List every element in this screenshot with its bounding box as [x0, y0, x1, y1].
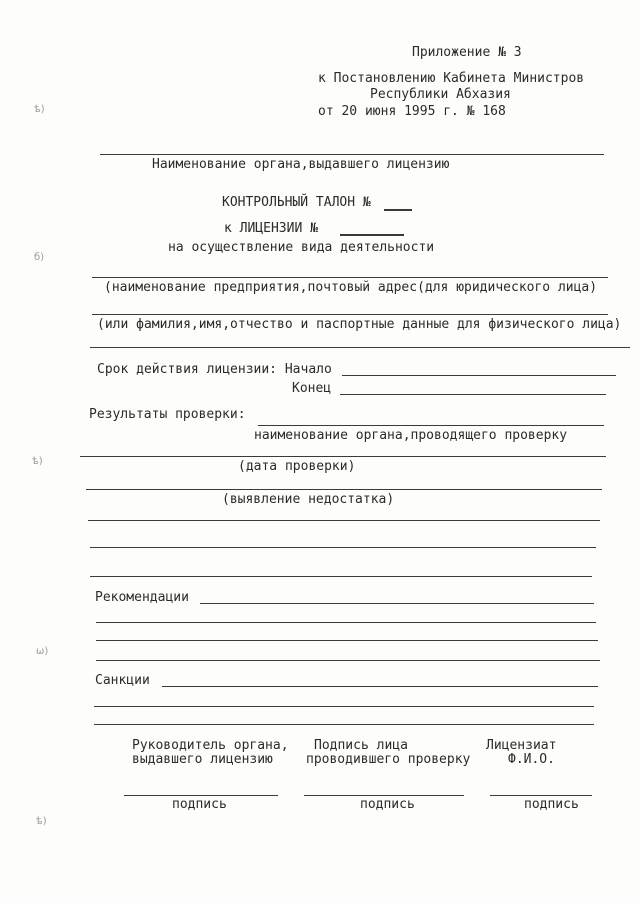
person-caption: (или фамилия,имя,отчество и паспортные данные для физического лица): [97, 317, 622, 332]
margin-mark-1: ѣ): [34, 104, 45, 115]
signature-caption-2: подпись: [360, 797, 415, 812]
sanctions-line-3: [94, 724, 594, 725]
appendix-number: Приложение № 3: [412, 45, 522, 60]
results-label: Результаты проверки:: [89, 407, 246, 422]
recommendations-line-1: [200, 603, 594, 604]
signature-line-2: [304, 795, 464, 796]
recommendations-line-3: [96, 640, 598, 641]
margin-mark-2: б): [34, 252, 45, 263]
person-bottom-line: [90, 347, 630, 348]
talon-number-field: [384, 209, 412, 211]
blank-line-3: [90, 576, 592, 577]
issuer-caption: Наименование органа,выдавшего лицензию: [152, 157, 450, 172]
recommendations-label: Рекомендации: [95, 590, 189, 605]
margin-mark-5: ѣ): [36, 816, 47, 827]
licensee-name-label: Ф.И.О.: [508, 752, 555, 767]
validity-start-field: [342, 375, 616, 376]
license-number-field: [340, 234, 404, 236]
signature-caption-1: подпись: [172, 797, 227, 812]
enterprise-line: [92, 277, 608, 278]
validity-label: Срок действия лицензии: Начало: [97, 362, 332, 377]
inspector-caption: наименование органа,проводящего проверку: [254, 428, 568, 443]
blank-line-2: [90, 547, 596, 548]
inspector-line: [258, 425, 604, 426]
form-title: КОНТРОЛЬНЫЙ ТАЛОН №: [222, 195, 371, 210]
activity-label: на осуществление вида деятельности: [168, 240, 435, 255]
licensee-label: Лицензиат: [486, 738, 557, 753]
blank-line-1: [88, 520, 600, 521]
head-of-issuer-label-2: выдавшего лицензию: [132, 752, 273, 767]
margin-mark-3: ѣ): [32, 456, 43, 467]
signature-line-1: [124, 795, 278, 796]
inspector-signature-label: Подпись лица: [314, 738, 408, 753]
date-caption: (дата проверки): [238, 459, 356, 474]
date-line: [80, 456, 606, 457]
recommendations-line-4: [96, 660, 600, 661]
defect-line: [86, 489, 602, 490]
resolution-reference: к Постановлению Кабинета Министров: [318, 71, 585, 86]
inspector-signature-label-2: проводившего проверку: [306, 752, 471, 767]
enterprise-caption: (наименование предприятия,почтовый адрес(для юридического лица): [104, 280, 598, 295]
signature-line-3: [490, 795, 592, 796]
recommendations-line-2: [96, 622, 596, 623]
issuer-line: [100, 154, 604, 155]
validity-end-field: [340, 394, 606, 395]
sanctions-line-1: [162, 686, 598, 687]
validity-end-label: Конец: [292, 381, 332, 396]
license-number-label: к ЛИЦЕНЗИИ №: [224, 221, 318, 236]
person-line: [92, 314, 608, 315]
resolution-date: от 20 июня 1995 г. № 168: [318, 104, 506, 119]
sanctions-line-2: [94, 706, 594, 707]
signature-caption-3: подпись: [524, 797, 579, 812]
head-of-issuer-label: Руководитель органа,: [132, 738, 289, 753]
margin-mark-4: ѡ): [36, 646, 49, 657]
republic-name: Республики Абхазия: [370, 87, 511, 102]
sanctions-label: Санкции: [95, 673, 150, 688]
defect-caption: (выявление недостатка): [222, 492, 395, 507]
